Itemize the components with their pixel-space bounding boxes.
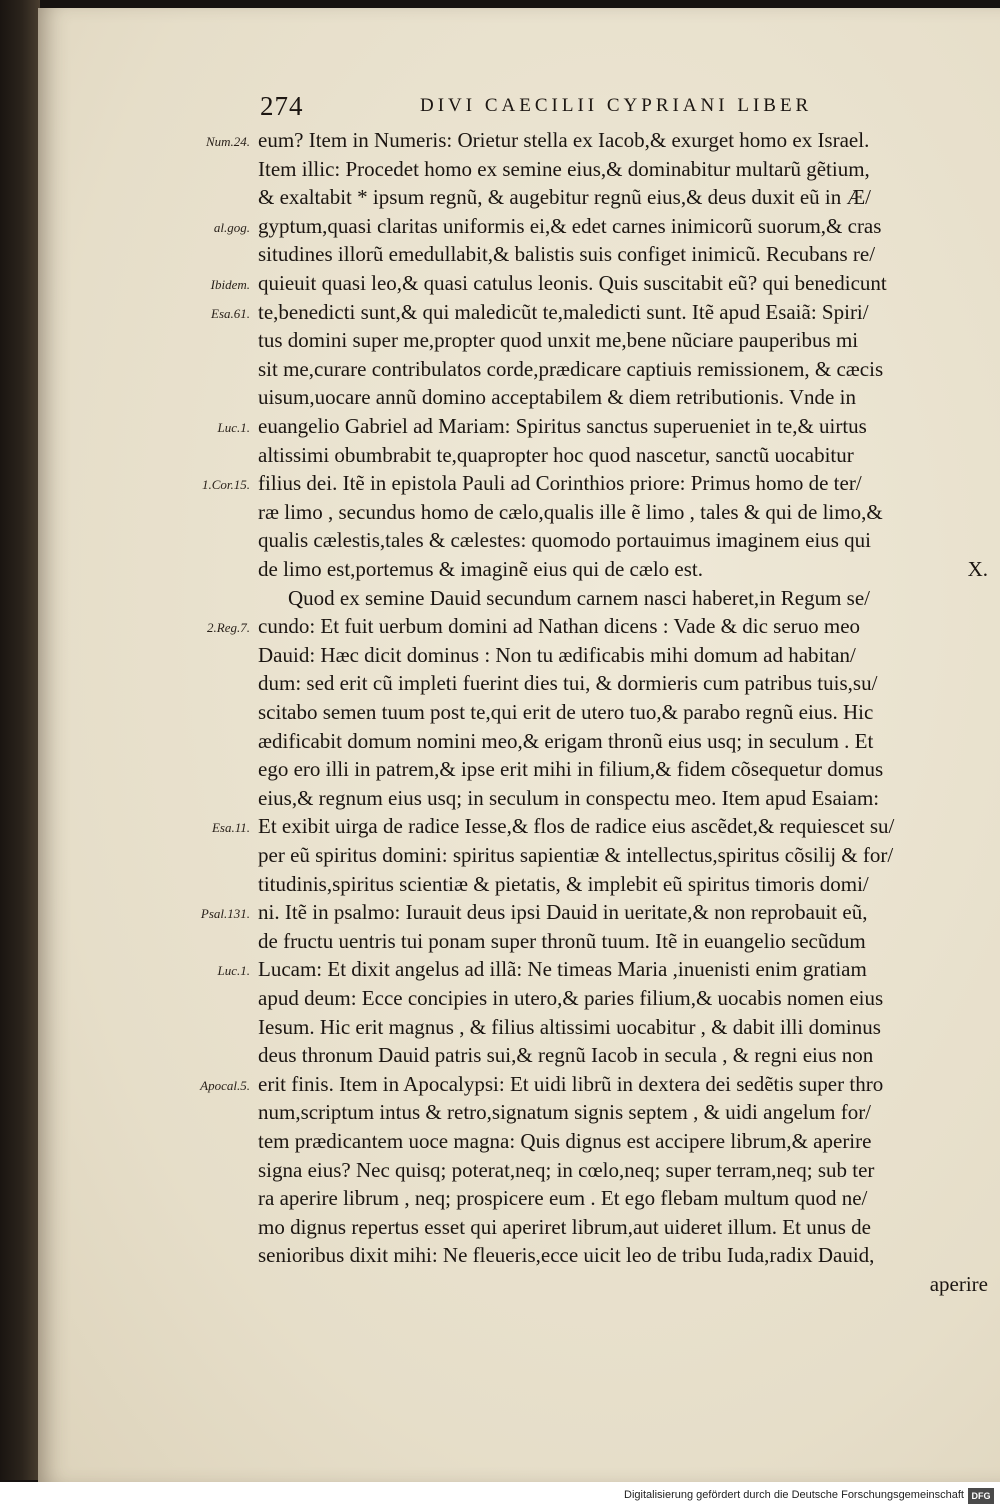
- footer-bar: [0, 1482, 1000, 1511]
- text-line: sit me,curare contribulatos corde,prædicare captiuis remissionem, & cæcis: [258, 356, 884, 381]
- catchword: aperire: [929, 1272, 988, 1296]
- margin-note: Apocal.5.: [200, 1077, 250, 1093]
- book-page: [38, 8, 1000, 1482]
- dfg-logo-icon: DFG: [968, 1488, 994, 1504]
- text-line: gyptum,quasi claritas uniformis ei,& edet carnes inimicorũ suorum,& cras: [258, 213, 882, 238]
- text-line: Iesum. Hic erit magnus , & filius altissimi uocabitur , & dabit illi dominus: [258, 1014, 881, 1039]
- text-line: signa eius? Nec quisq; poterat,neq; in cœlo,neq; super terram,neq; sub ter: [258, 1157, 875, 1182]
- text-line: Dauid: Hæc dicit dominus : Non tu ædificabis mihi domum ad habitan/: [258, 642, 856, 667]
- text-line: situdines illorũ emedullabit,& balistis suis configet inimicũ. Recubans re/: [258, 242, 876, 267]
- text-line: Quod ex semine Dauid secundum carnem nasci haberet,in Regum se/: [288, 585, 870, 610]
- running-title: DIVI CAECILII CYPRIANI LIBER: [420, 95, 813, 116]
- text-line: ra aperire librum , neq; prospicere eum . Et ego flebam multum quod ne/: [258, 1186, 868, 1211]
- text-line: ræ limo , secundus homo de cælo,qualis ille ẽ limo , tales & qui de limo,&: [258, 499, 883, 524]
- text-line: erit finis. Item in Apocalypsi: Et uidi librũ in dextera dei sedẽtis super thro: [258, 1071, 884, 1096]
- text-line: te,benedicti sunt,& qui maledicũt te,maledicti sunt. Itẽ apud Esaiã: Spiri/: [258, 299, 869, 324]
- text-line: de limo est,portemus & imaginẽ eius qui de cælo est.: [258, 557, 704, 581]
- text-line: Item illic: Procedet homo ex semine eius,& dominabitur multarũ gẽtium,: [258, 156, 870, 181]
- text-line: tem prædicantem uoce magna: Quis dignus est accipere librum,& aperire: [258, 1129, 872, 1153]
- text-line: eum? Item in Numeris: Orietur stella ex Iacob,& exurget homo ex Israel.: [258, 128, 870, 152]
- margin-note: Luc.1.: [217, 420, 250, 435]
- text-line: uisum,uocare annũ domino acceptabilem & diem retributionis. Vnde in: [258, 385, 856, 410]
- text-line: senioribus dixit mihi: Ne fleueris,ecce uicit leo de tribu Iuda,radix Dauid,: [258, 1243, 875, 1268]
- margin-note: Luc.1.: [217, 963, 250, 979]
- text-line: apud deum: Ecce concipies in utero,& paries filium,& uocabis nomen eius: [258, 986, 884, 1010]
- text-line: Et exibit uirga de radice Iesse,& flos de radice eius ascẽdet,& requiescet su/: [258, 814, 895, 839]
- text-line: Lucam: Et dixit angelus ad illã: Ne timeas Maria ,inuenisti enim gratiam: [258, 957, 867, 982]
- text-line: num,scriptum intus & retro,signatum signis septem , & uidi angelum for/: [258, 1100, 872, 1125]
- text-line: deus thronum Dauid patris sui,& regnũ Iacob in secula , & regni eius non: [258, 1043, 874, 1068]
- text-line: scitabo semen tuum post te,qui erit de utero tuo,& parabo regnũ eius. Hic: [258, 700, 874, 724]
- section-marker: X.: [967, 557, 988, 581]
- text-line: dum: sed erit cũ impleti fuerint dies tui, & dormieris cum patribus tuis,su/: [258, 671, 878, 696]
- text-line: tus domini super me,propter quod unxit me,bene nũciare pauperibus mi: [258, 328, 859, 353]
- text-line: eius,& regnum eius usq; in seculum in conspectu meo. Item apud Esaiam:: [258, 785, 880, 810]
- margin-note: Esa.61.: [211, 305, 250, 321]
- text-line: qualis cælestis,tales & cælestes: quomodo portauimus imaginem eius qui: [258, 528, 872, 553]
- text-line: de fructu uentris tui ponam super thronũ tuum. Itẽ in euangelio secũdum: [258, 928, 866, 953]
- text-line: cundo: Et fuit uerbum domini ad Nathan dicens : Vade & dic seruo meo: [258, 614, 861, 639]
- text-line: per eũ spiritus domini: spiritus sapientiæ & intellectus,spiritus cõsilij & for/: [258, 843, 894, 867]
- scan-edge: [0, 0, 40, 1480]
- margin-note: Psal.131.: [200, 906, 250, 922]
- text-line: altissimi obumbrabit te,quapropter hoc quod nascetur, sanctũ uocabitur: [258, 442, 854, 467]
- text-line: filius dei. Itẽ in epistola Pauli ad Corinthios priore: Primus homo de ter/: [258, 471, 862, 496]
- page-number: 274: [260, 91, 304, 121]
- footer-credit: Digitalisierung gefördert durch die Deutsche Forschungsgemeinschaft: [624, 1489, 964, 1501]
- text-line: titudinis,spiritus scientiæ & pietatis, & implebit eũ spiritus timoris domi/: [258, 871, 869, 896]
- text-line: ego ero illi in patrem,& ipse erit mihi in filium,& fidem cõsequetur domus: [258, 757, 884, 782]
- margin-note: Esa.11.: [211, 820, 250, 836]
- running-head: [260, 91, 880, 121]
- margin-note: Ibidem.: [210, 277, 250, 292]
- margin-notes: [38, 8, 288, 1482]
- text-line: ni. Itẽ in psalmo: Iurauit deus ipsi Dauid in ueritate,& non reprobauit eũ,: [258, 900, 868, 925]
- margin-note: 2.Reg.7.: [207, 620, 250, 636]
- text-line: euangelio Gabriel ad Mariam: Spiritus sanctus superueniet in te,& uirtus: [258, 414, 867, 438]
- text-line: mo dignus repertus esset qui aperiret librum,aut uideret illum. Et unus de: [258, 1214, 871, 1239]
- text-line: ædificabit domum nomini meo,& erigam thronũ eius usq; in seculum . Et: [258, 728, 874, 753]
- text-line: & exaltabit * ipsum regnũ, & augebitur regnũ eius,& deus duxit eũ in Æ/: [258, 185, 871, 210]
- margin-note: 1.Cor.15.: [201, 477, 250, 493]
- margin-note: al.gog.: [213, 219, 250, 235]
- margin-note: Num.24.: [205, 134, 250, 149]
- text-line: quieuit quasi leo,& quasi catulus leonis. Quis suscitabit eũ? qui benedicunt: [258, 271, 887, 295]
